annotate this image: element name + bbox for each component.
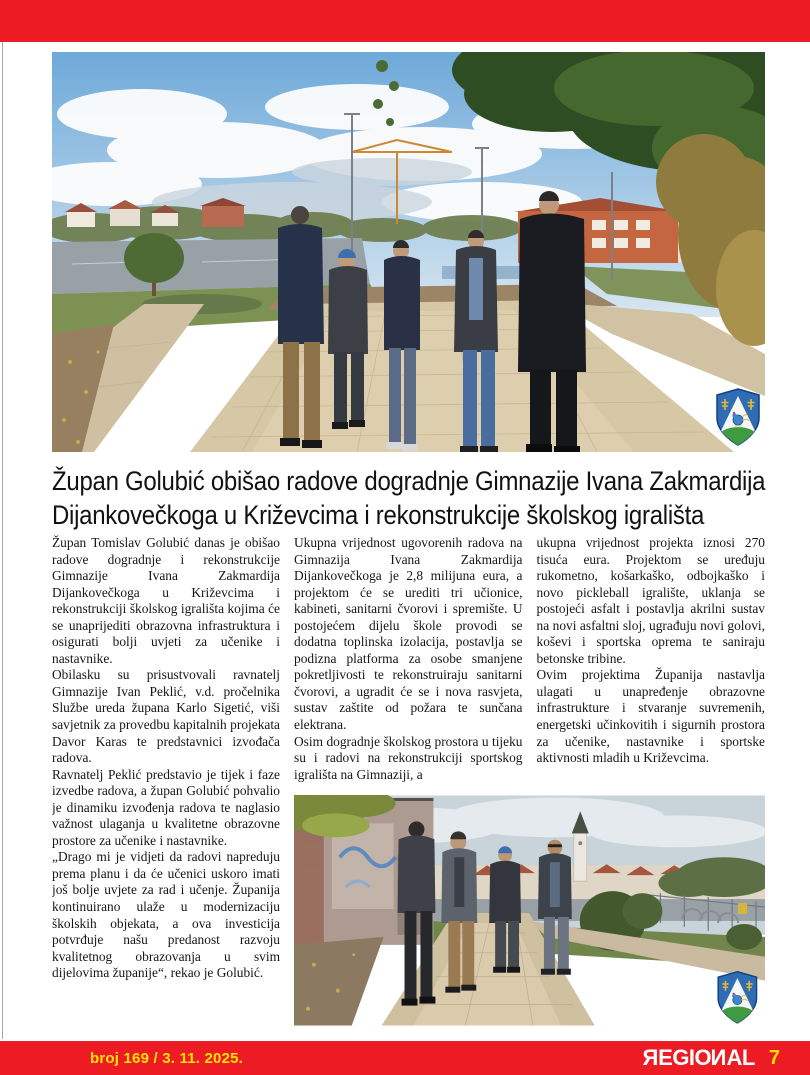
headline-line-2: Dijankovečkoga u Križevcima i rekonstrukcije školskog igrališta xyxy=(52,500,705,530)
paragraph: Ukupna vrijednost ugovorenih radova na Gimnazija Ivana Zakmardija Dijankovečkoga je 2,8 milijuna eura, a projektom će se urediti tri učionice, kabineti, sanitarni čvorovi i spremište. U postojećem dijelu škole provodi se dodatna toplinska izolacija, postavlja se podizna platforma za osobe smanjene pokretljivosti te rekonstruiraju sanitarni čvorovi, a ugradit će se i nova rasvjeta, sustav zaštite od požara te sunčana elektrana. xyxy=(294,535,523,733)
article-column-3 xyxy=(537,535,766,789)
paragraph: Ravnatelj Peklić predstavio je tijek i faze izvedbe radova, a župan Golubić pohvalio je dinamiku izvođenja radova te naglasio važnost ulaganja u kvalitetne obrazovne prostore za učenike i nastavnike. xyxy=(52,766,280,848)
headline-line-1: Župan Golubić obišao radove dogradnje Gimnazije Ivana Zakmardija xyxy=(52,466,766,496)
issue-date: broj 169 / 3. 11. 2025. xyxy=(90,1049,244,1067)
top-photo xyxy=(52,52,765,452)
page-number: 7 xyxy=(768,1046,780,1069)
article-column-2 xyxy=(294,535,523,789)
article-headline xyxy=(52,461,765,529)
paragraph: „Drago mi je vidjeti da radovi napreduju prema planu i da će učenici uskoro imati još bolje uvjete za rad i učenje. Županija kontinuirano ulaže u modernizaciju školskih objekata, a ova investicija potvrđuje našu predanost razvoju kvalitetnog obrazovanja u svim dijelovima županije“, rekao je Golubić. xyxy=(52,849,280,981)
footer-bar xyxy=(0,1041,810,1075)
paragraph: Osim dogradnje školskog prostora u tijeku su i radovi na rekonstrukciji sportskog igrališta na Gimnaziji, a xyxy=(294,733,523,782)
paragraph: ukupna vrijednost projekta iznosi 270 tisuća eura. Projektom se uređuju rukometno, košarkaško, odbojkaško i novo pickleball igralište, uklanja se postojeći asfalt i postavlja akrilni sustav na novi asfaltni sloj, ugrađuju novi golovi, koševi i sportska oprema te saniraju betonske tribine. xyxy=(536,535,765,666)
coat-of-arms-icon xyxy=(718,972,756,1026)
paragraph: Ovim projektima Županija nastavlja ulagati u unapređenje obrazovne infrastrukture i stvaranje suvremenih, energetski učinkovitih i sigurnih prostora za učenike, nastavnike i sportske aktivnosti mladih u Križevcima. xyxy=(536,667,765,766)
article-body xyxy=(52,535,765,1026)
paragraph: Obilasku su prisustvovali ravnatelj Gimnazije Ivan Peklić, v.d. pročelnika Službe ureda župana Karlo Sigetić, viši savjetnik za provedbu kapitalnih projekata Davor Karas te predstavnici izvođača radova. xyxy=(52,667,280,766)
page-edge-line xyxy=(2,42,3,1039)
coat-of-arms-icon xyxy=(717,389,759,449)
page-content xyxy=(52,52,765,1026)
article-column-1 xyxy=(52,535,280,1023)
paragraph: Župan Tomislav Golubić danas je obišao radove dogradnje i rekonstrukcije Gimnazije Ivana Zakmardija Dijankovečkoga u Križevcima i rekonstrukciji školskog igrališta kojima će se unaprijediti obrazovna infrastruktura i osigurati bolji uvjeti za učenike i nastavnike. xyxy=(52,535,280,666)
top-red-bar xyxy=(0,0,810,42)
bottom-photo xyxy=(294,795,765,1026)
regional-logo: REGIONAL xyxy=(642,1045,755,1070)
